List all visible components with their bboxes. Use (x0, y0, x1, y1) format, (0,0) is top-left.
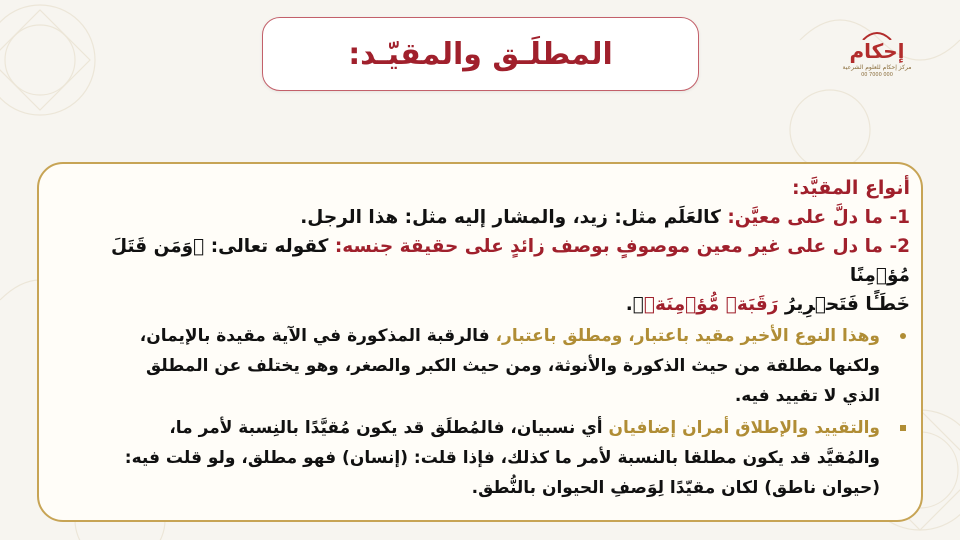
list-item (55, 413, 910, 503)
item-2-text-c: رَقَبَةٖ مُّؤۡمِنَةٖ (643, 294, 779, 315)
bullet-1-lead: وهذا النوع الأخير مقيد باعتبار، ومطلق باعتبار، (495, 326, 880, 346)
logo-subtitle: مركز إحكام للعلوم الشرعية (842, 64, 912, 71)
notes-list (55, 321, 910, 503)
item-2-continued (55, 290, 910, 319)
bullet-2-line2: والمُقيَّد قد يكون مطلقا بالنسبة لأمر ما كذلك، فإذا قلت: (إنسان) فهو مطلق، ولو قلت فيه: (124, 448, 880, 468)
item-2-text-b: خَطَـًٔا فَتَحۡرِيرُ (784, 294, 910, 315)
item-2-label: ما دل على غير معين موصوفٍ بوصف زائدٍ على حقيقة جنسه: (334, 236, 883, 257)
bullet-2-line1: أي نسبيان، فالمُطلَق قد يكون مُقيَّدًا بالنِسبة لأمر ما، (169, 418, 603, 438)
item-2-number: 2- (889, 236, 910, 257)
bullet-1-line1: فالرقبة المذكورة في الآية مقيدة بالإيمان، (139, 326, 490, 346)
bullet-2-line3: (حيوان ناطق) لكان مقيّدًا لِوَصفِ الحيوان بالنُّطق. (471, 478, 880, 498)
item-2 (55, 232, 910, 290)
item-1-number: 1- (889, 207, 910, 228)
bullet-1-line3: الذي لا تقييد فيه. (734, 386, 880, 406)
item-1 (55, 203, 910, 232)
bullet-1-line2: ولكنها مطلقة من حيث الذكورة والأنوثة، ومن حيث الكبر والصغر، وهو يختلف عن المطلق (145, 356, 880, 376)
title-box (262, 17, 699, 91)
item-1-label: ما دلَّ على معيَّن: (727, 207, 883, 228)
content-text (55, 174, 910, 503)
bullet-square-icon (900, 425, 906, 431)
item-1-text: كالعَلَم مثل: زيد، والمشار إليه مثل: هذا الرجل. (300, 207, 721, 228)
section-heading: أنواع المقيَّد: (791, 177, 910, 199)
brand-logo (842, 30, 912, 94)
logo-mark: إحكام (849, 39, 905, 63)
page-title: المطلَـق والمقيّـد: (348, 36, 613, 72)
item-2-text-a: كقوله تعالى: ﴿وَمَن قَتَلَ مُؤۡمِنًا (110, 236, 910, 286)
list-item (55, 321, 910, 411)
bullet-circle-icon (900, 333, 906, 339)
bullet-2-lead: والتقييد والإطلاق أمران إضافيان (608, 418, 880, 438)
logo-number: 00 7000 000 (861, 72, 893, 78)
item-2-text-d: ﴾. (625, 294, 644, 315)
